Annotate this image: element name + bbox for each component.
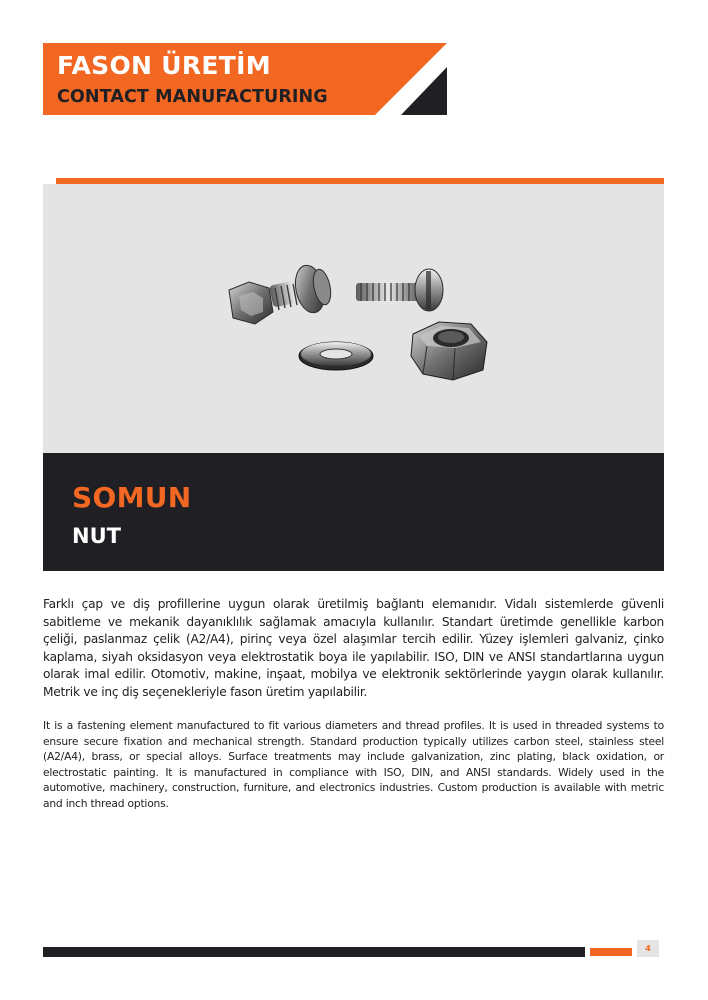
flat-washer: [299, 342, 373, 370]
description-turkish: Farklı çap ve diş profillerine uygun olarak üretilmiş bağlantı elemanıdır. Vidalı sistemlerde güvenli sabitleme ve mekanik dayanıklılık sağlamak amacıyla kullanılır. Standart üretimde genellikle karbon çeliği, paslanmaz çelik (A2/A4), pirinç veya özel alaşımlar tercih edilir. Yüzey işlemleri galvaniz, çinko kaplama, siyah oksidasyon veya elektrostatik boya ile yapılabilir. ISO, DIN ve ANSI standartlarına uygun olarak imal edilir. Otomotiv, makine, inşaat, mobilya ve elektronik sektörlerinde yaygın olarak kullanılır. Metrik ve inç diş seçenekleriyle fason üretim yapılabilir.: [43, 597, 664, 699]
header-banner: [43, 43, 447, 115]
header-title: FASON ÜRETİM: [57, 51, 271, 80]
product-title-tr: SOMUN: [72, 481, 192, 514]
description-english: It is a fastening element manufactured to fit various diameters and thread profiles. It is used in threaded systems to ensure secure fixation and mechanical strength. Standard production typically utilizes carbon steel, stainless steel (A2/A4), brass, or special alloys. Surface treatments may include galvanization, zinc plating, black oxidation, or electrostatic painting. It is manufactured in compliance with ISO, DIN, and ANSI standards. Widely used in the automotive, machinery, construction, furniture, and electronics industries. Custom production is available with metric and inch thread options.: [43, 719, 664, 810]
product-title-en: NUT: [72, 524, 121, 548]
page-number: 4: [637, 940, 659, 957]
slotted-screw: [356, 269, 443, 311]
footer-bar-orange: [590, 948, 632, 956]
product-photo: [43, 184, 664, 453]
hex-nut: [411, 322, 487, 380]
product-image-panel: [43, 184, 664, 453]
hex-bolt-assembly: [229, 263, 334, 324]
footer-bar-dark: [43, 947, 585, 957]
product-title-panel: [43, 453, 664, 571]
header-subtitle: CONTACT MANUFACTURING: [57, 87, 328, 107]
